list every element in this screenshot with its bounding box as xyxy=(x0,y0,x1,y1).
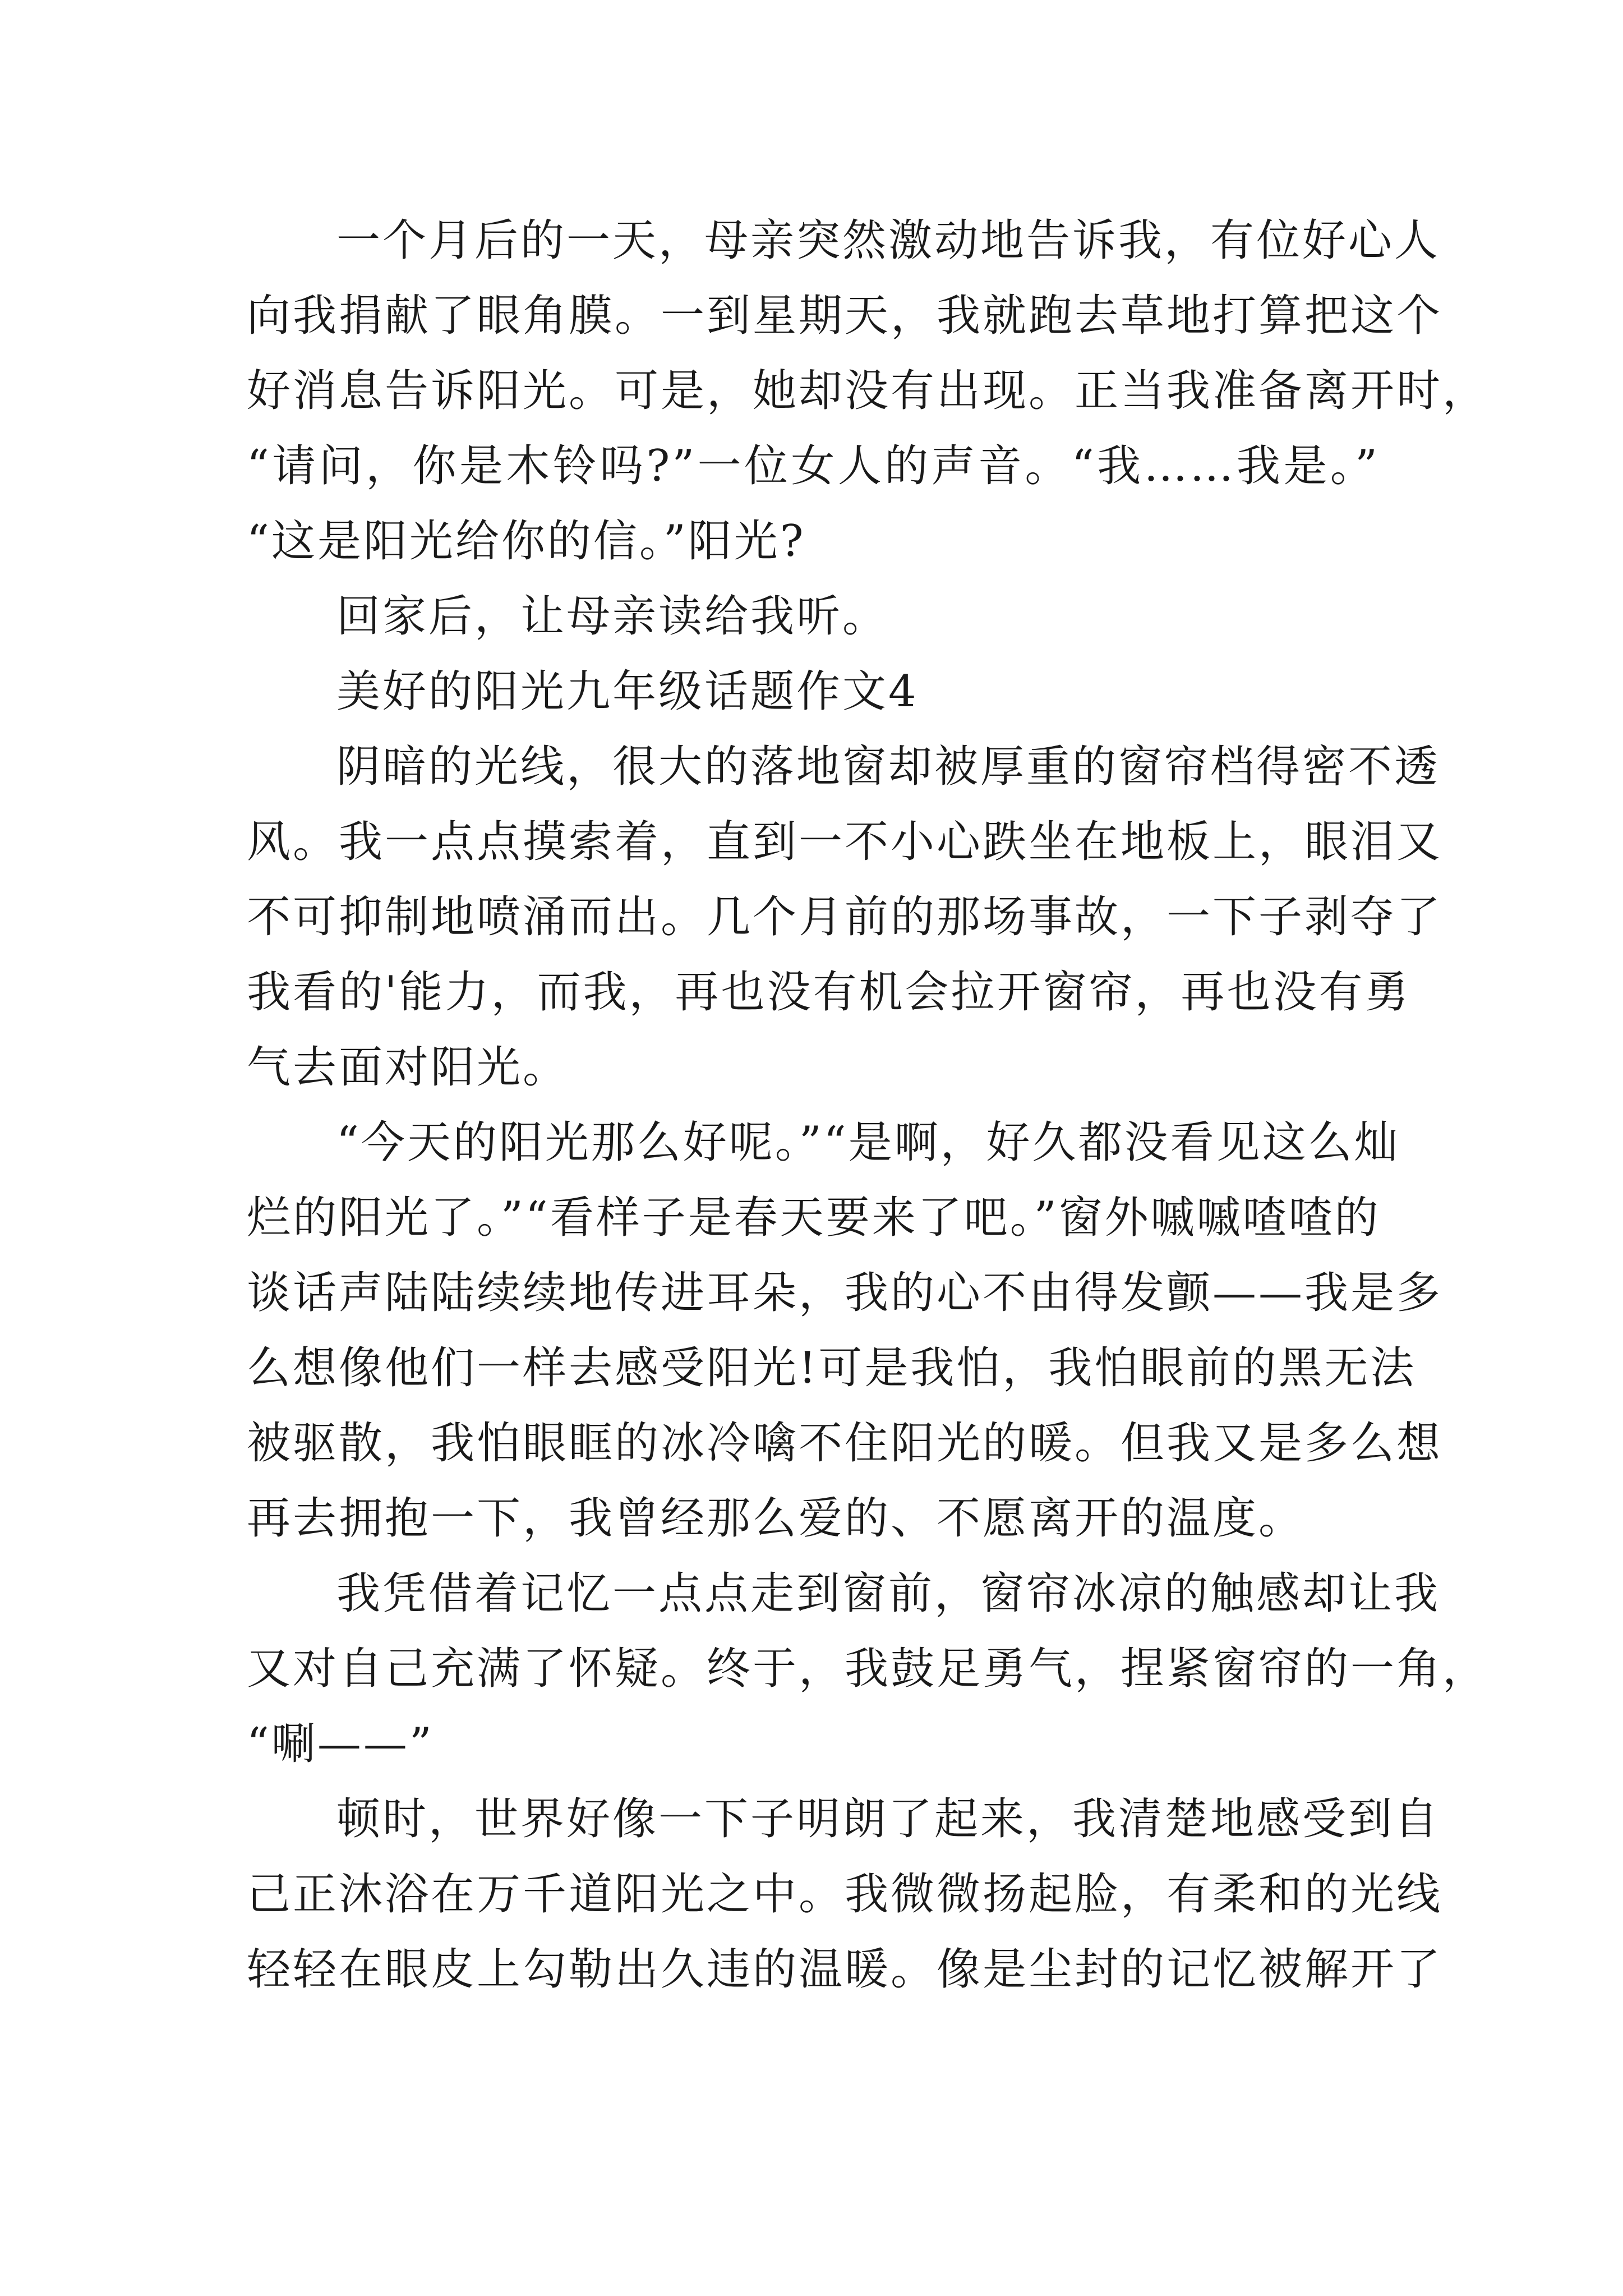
text-line: 么想像他们一样去感受阳光!可是我怕，我怕眼前的黑无法 xyxy=(247,1343,1417,1393)
text-line: 不可抑制地喷涌而出。几个月前的那场事故，一下子剥夺了 xyxy=(247,892,1443,942)
text-line: “唰——” xyxy=(247,1719,434,1769)
article-body xyxy=(247,203,1489,2007)
text-line: 又对自己充满了怀疑。终于，我鼓足勇气，捏紧窗帘的一角， xyxy=(247,1644,1489,1694)
paragraph xyxy=(247,203,1489,579)
text-line: 我看的'能力，而我，再也没有机会拉开窗帘，再也没有勇 xyxy=(247,967,1411,1018)
text-line: “今天的阳光那么好呢。”“是啊，好久都没看见这么灿 xyxy=(336,1117,1400,1168)
text-line: 气去面对阳光。 xyxy=(247,1042,569,1093)
text-line: 顿时，世界好像一下子明朗了起来，我清楚地感受到自 xyxy=(336,1794,1441,1844)
text-line: 向我捐献了眼角膜。一到星期天，我就跑去草地打算把这个 xyxy=(247,291,1443,341)
text-line: 轻轻在眼皮上勾勒出久违的温暖。像是尘封的记忆被解开了 xyxy=(247,1944,1443,1995)
paragraph xyxy=(247,1782,1443,2007)
text-line: 回家后，让母亲读给我听。 xyxy=(336,591,889,642)
text-line: 我凭借着记忆一点点走到窗前，窗帘冰凉的触感却让我 xyxy=(336,1568,1441,1619)
text-line: “这是阳光给你的信。”阳光? xyxy=(247,516,806,567)
paragraph xyxy=(247,579,1380,654)
text-line: 一个月后的一天，母亲突然激动地告诉我，有位好心人 xyxy=(336,215,1441,266)
paragraph xyxy=(247,1105,1443,1556)
paragraph xyxy=(247,1556,1489,1782)
text-line: 己正沐浴在万千道阳光之中。我微微扬起脸，有柔和的光线 xyxy=(247,1869,1443,1920)
text-line: 美好的阳光九年级话题作文4 xyxy=(336,666,919,717)
paragraph xyxy=(247,654,1380,729)
text-line: 风。我一点点摸索着，直到一不小心跌坐在地板上，眼泪又 xyxy=(247,817,1443,867)
text-line: 再去拥抱一下，我曾经那么爱的、不愿离开的温度。 xyxy=(247,1493,1305,1544)
text-line: “请问，你是木铃吗?”一位女人的声音。“我……我是。” xyxy=(247,441,1380,491)
text-line: 被驱散，我怕眼眶的冰冷噙不住阳光的暖。但我又是多么想 xyxy=(247,1418,1443,1469)
paragraph xyxy=(247,729,1443,1105)
text-line: 阴暗的光线，很大的落地窗却被厚重的窗帘档得密不透 xyxy=(336,742,1441,792)
text-line: 好消息告诉阳光。可是，她却没有出现。正当我准备离开时， xyxy=(247,366,1489,416)
text-line: 烂的阳光了。”“看样子是春天要来了吧。”窗外嘁嘁喳喳的 xyxy=(247,1193,1381,1243)
text-line: 谈话声陆陆续续地传进耳朵，我的心不由得发颤——我是多 xyxy=(247,1268,1443,1318)
